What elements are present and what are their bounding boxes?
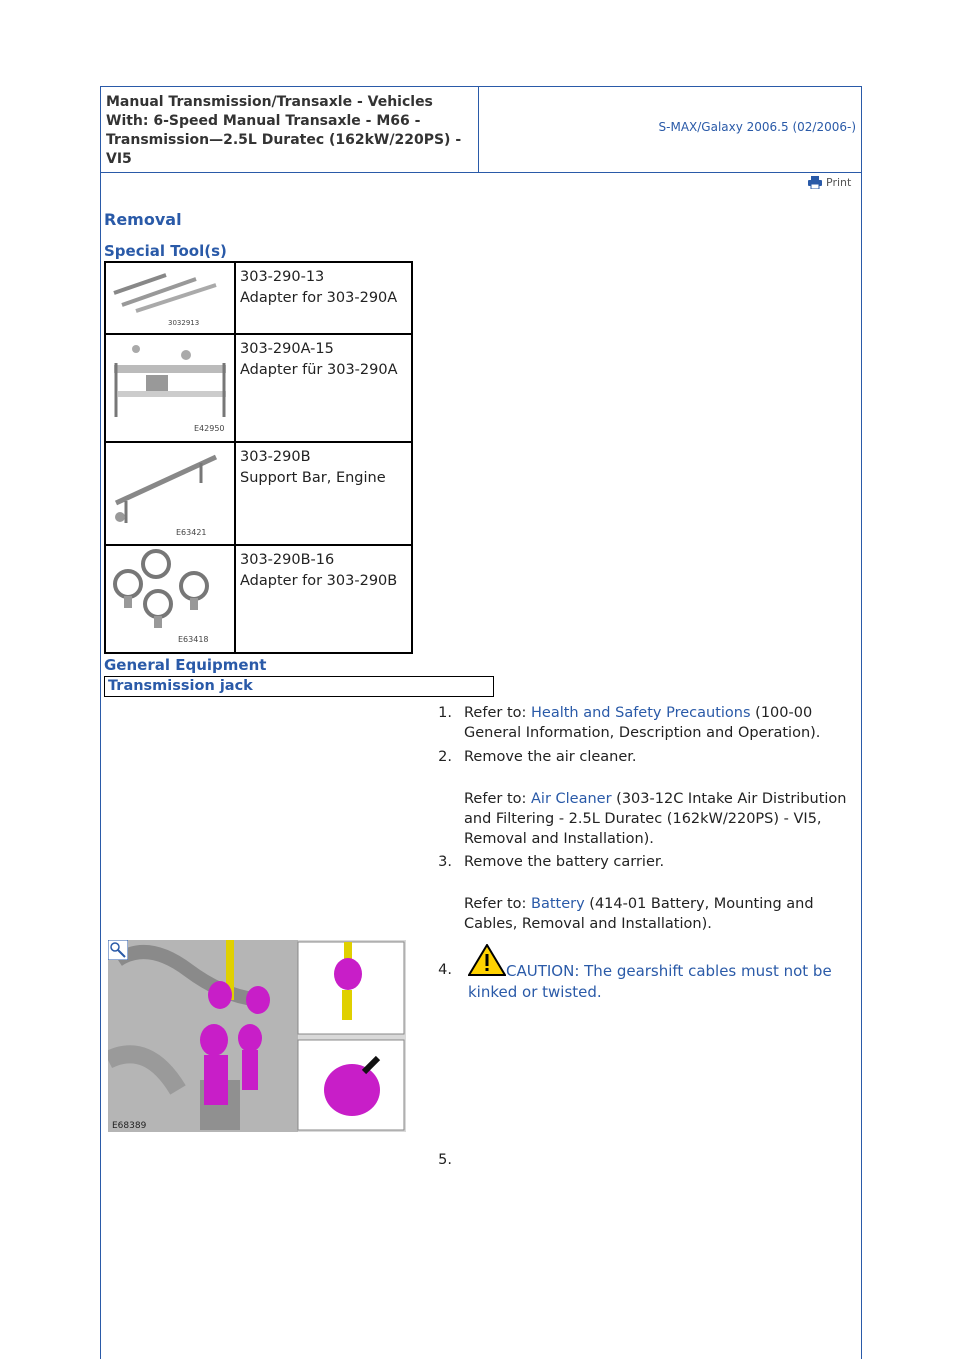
tool-row xyxy=(105,442,412,545)
refer-suffix: (303-12C Intake Air Distribution and Filtering - 2.5L Duratec (162kW/220PS) - VI5, Removal and Installation). xyxy=(464,791,847,847)
health-safety-link[interactable]: Health and Safety Precautions xyxy=(531,705,751,721)
model-label: S-MAX/Galaxy 2006.5 (02/2006-) xyxy=(658,120,856,134)
tool-row xyxy=(105,334,412,442)
tool-name: Adapter for 303-290B xyxy=(240,573,398,589)
general-equipment-item: Transmission jack xyxy=(104,676,494,697)
tool-name: Adapter for 303-290A xyxy=(240,290,398,306)
step-4 xyxy=(430,944,856,1003)
tool-image-label: E42950 xyxy=(194,424,225,433)
refer-suffix: (100-00 General Information, Description and Operation). xyxy=(464,705,821,741)
tool-name: Support Bar, Engine xyxy=(240,470,386,486)
header-separator xyxy=(478,86,479,172)
tool-image xyxy=(105,545,235,653)
step-2 xyxy=(430,747,856,849)
air-cleaner-link[interactable]: Air Cleaner xyxy=(531,791,612,807)
header-divider xyxy=(100,172,861,173)
special-tools-table xyxy=(104,261,413,654)
tool-code: 303-290B-16 xyxy=(240,552,335,568)
tool-name: Adapter für 303-290A xyxy=(240,362,398,378)
tool-text xyxy=(235,545,412,653)
removal-heading: Removal xyxy=(104,210,182,229)
step-number: 1. xyxy=(438,705,452,721)
tool-image-label: E63421 xyxy=(176,528,207,537)
document-title: Manual Transmission/Transaxle - Vehicles With: 6-Speed Manual Transaxle - M66 - Transmission—2.5L Duratec (162kW/220PS) - VI5 xyxy=(106,94,462,167)
tool-image-label: E63418 xyxy=(178,635,209,644)
step-3 xyxy=(430,852,856,934)
tool-image xyxy=(105,262,235,334)
print-button[interactable] xyxy=(808,176,851,189)
tool-code: 303-290-13 xyxy=(240,269,325,285)
tool-text xyxy=(235,262,412,334)
tool-code: 303-290B xyxy=(240,449,311,465)
zoom-icon[interactable] xyxy=(108,940,128,964)
refer-prefix: Refer to: xyxy=(464,705,531,721)
special-tools-heading: Special Tool(s) xyxy=(104,242,227,260)
tool-row xyxy=(105,262,412,334)
step-4-photo xyxy=(108,940,406,1132)
refer-prefix: Refer to: xyxy=(464,896,531,912)
caution-icon xyxy=(468,944,506,982)
step-text: Remove the battery carrier. xyxy=(464,854,665,870)
refer-prefix: Refer to: xyxy=(464,791,531,807)
general-equipment-heading: General Equipment xyxy=(104,656,267,674)
print-label: Print xyxy=(826,176,852,189)
step-number: 2. xyxy=(438,749,452,765)
step-number: 4. xyxy=(438,962,452,978)
tool-text xyxy=(235,442,412,545)
tool-row xyxy=(105,545,412,653)
tool-text xyxy=(235,334,412,442)
step-1 xyxy=(430,703,856,743)
refer-suffix: (414-01 Battery, Mounting and Cables, Removal and Installation). xyxy=(464,896,814,932)
photo-label: E68389 xyxy=(112,1121,147,1131)
tool-image xyxy=(105,442,235,545)
step-number: 5. xyxy=(438,1152,452,1168)
battery-link[interactable]: Battery xyxy=(531,896,585,912)
step-text: Remove the air cleaner. xyxy=(464,749,637,765)
step-number: 3. xyxy=(438,854,452,870)
caution-text: CAUTION: The gearshift cables must not be kinked or twisted. xyxy=(468,962,832,1001)
printer-icon xyxy=(808,176,822,189)
tool-image-label: 3032913 xyxy=(168,319,200,327)
tool-code: 303-290A-15 xyxy=(240,341,334,357)
tool-image xyxy=(105,334,235,442)
